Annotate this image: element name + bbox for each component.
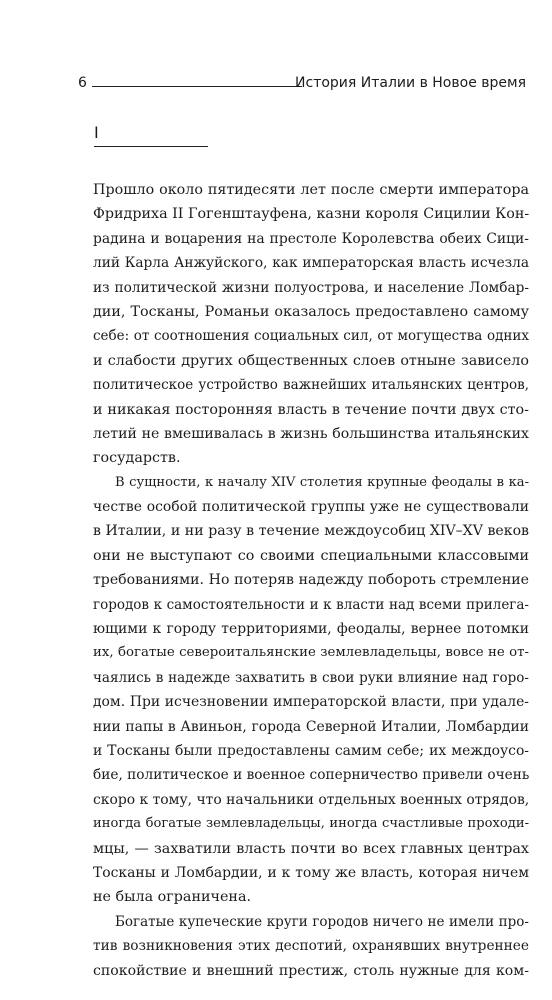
text-line: нии папы в Авиньон, города Северной Италии, Ломбардии bbox=[93, 718, 529, 735]
text-line: ющими к городу территориями, феодалы, вернее потомки bbox=[93, 621, 529, 638]
header-rule bbox=[92, 86, 302, 87]
text-line: их, богатые североитальянские землевладельцы, вовсе не от- bbox=[93, 645, 529, 661]
text-line: государств. bbox=[93, 450, 181, 467]
text-line: дии, Тосканы, Романьи оказалось предоставлено самому bbox=[93, 303, 529, 320]
running-head bbox=[78, 74, 526, 94]
text-line: дом. При исчезновении императорской власти, при удале- bbox=[93, 694, 529, 711]
text-line: политическое устройство важнейших итальянских центров, bbox=[93, 377, 529, 394]
text-line: требованиями. Но потеряв надежду побороть стремление bbox=[93, 572, 529, 589]
text-line: и никакая посторонняя власть в течение почти двух сто- bbox=[93, 401, 529, 418]
text-line: радина и воцарения на престоле Королевства обеих Сици- bbox=[93, 230, 529, 247]
text-line: в Италии, и ни разу в течение междоусобиц XIV–XV веков bbox=[93, 523, 529, 540]
text-line: скоро к тому, что начальники отдельных военных отрядов, bbox=[93, 791, 529, 808]
text-line: тив возникновения этих деспотий, охранявших внутреннее bbox=[93, 938, 529, 955]
paragraph bbox=[93, 178, 529, 471]
text-line: и слабости других общественных слоев отныне зависело bbox=[93, 352, 529, 369]
text-line: Богатые купеческие круги городов ничего не имели про- bbox=[115, 913, 529, 930]
paragraph bbox=[93, 910, 529, 983]
text-line: мцы, — захватили власть почти во всех главных центрах bbox=[93, 840, 529, 857]
text-line: иногда богатые землевладельцы, иногда счастливые проходи- bbox=[93, 816, 529, 832]
text-line: лий Карла Анжуйского, как императорская власть исчезла bbox=[93, 255, 529, 272]
text-line: из политической жизни полуострова, и население Ломбар- bbox=[93, 279, 529, 296]
text-line: бие, политическое и военное соперничество привели очень bbox=[93, 767, 529, 784]
text-line: не была ограничена. bbox=[93, 889, 252, 906]
text-line: городов к самостоятельности и к власти над всеми прилега- bbox=[93, 596, 529, 613]
text-line: они не выступают со своими специальными классовыми bbox=[93, 547, 529, 564]
text-line: летий не вмешивалась в жизнь большинства итальянских bbox=[93, 425, 529, 442]
text-line: честве особой политической группы уже не существовали bbox=[93, 499, 529, 516]
text-line: В сущности, к началу XIV столетия крупные феодалы в ка- bbox=[115, 474, 529, 490]
text-line: Тосканы и Ломбардии, и к тому же власть, которая ничем bbox=[93, 864, 529, 881]
text-line: Фридриха II Гогенштауфена, казни короля Сицилии Кон- bbox=[93, 206, 529, 223]
body-text bbox=[93, 178, 529, 983]
chapter-rule bbox=[94, 146, 208, 147]
text-line: себе: от соотношения социальных сил, от могущества одних bbox=[93, 328, 529, 345]
text-line: и Тосканы были предоставлены самим себе; их междоусо- bbox=[93, 742, 529, 759]
page-number: 6 bbox=[78, 75, 87, 91]
chapter-number: I bbox=[94, 123, 99, 142]
text-line: спокойствие и внешний престиж, столь нужные для ком- bbox=[93, 962, 529, 979]
running-title: История Италии в Новое время bbox=[295, 75, 526, 91]
text-line: чаялись в надежде захватить в свои руки влияние над горо- bbox=[93, 669, 529, 686]
text-line: Прошло около пятидесяти лет после смерти императора bbox=[93, 182, 529, 198]
paragraph bbox=[93, 471, 529, 910]
